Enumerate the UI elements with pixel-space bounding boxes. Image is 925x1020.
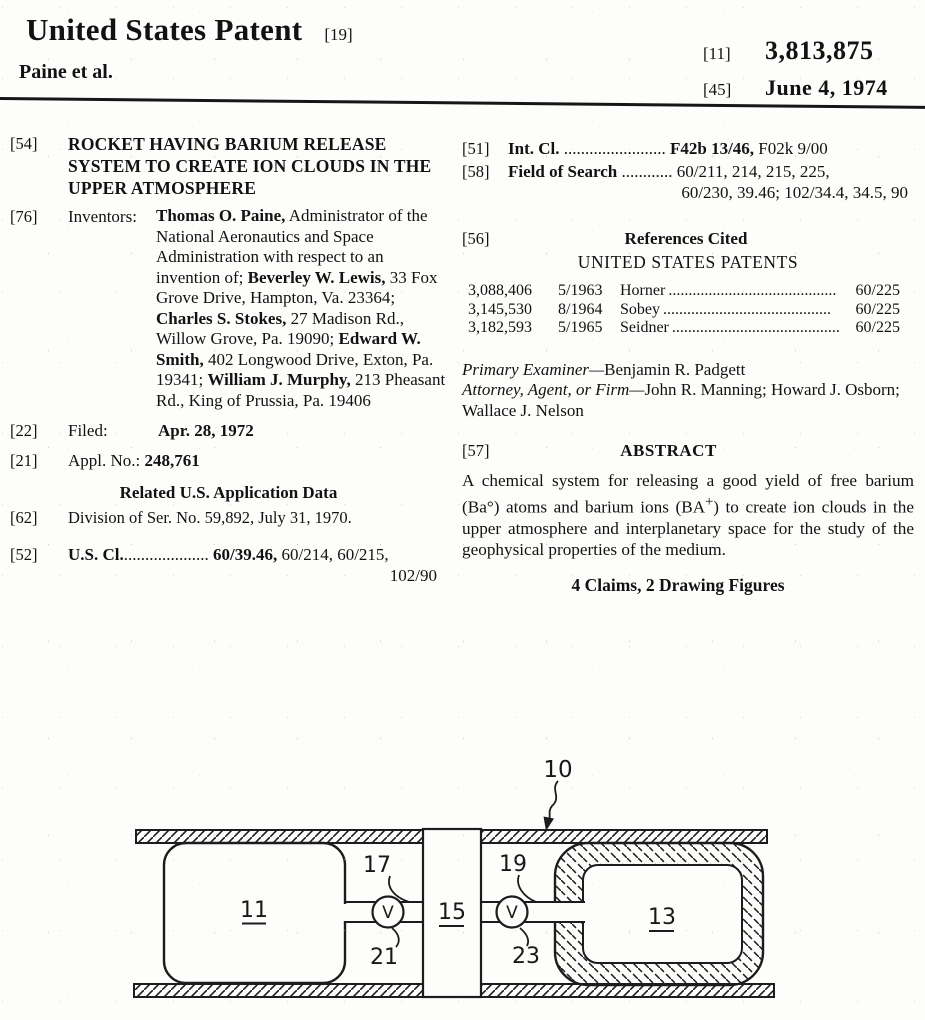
reference-row: [468, 319, 914, 338]
reference-number: 3,088,406: [468, 282, 532, 299]
right-valve-symbol: V: [506, 903, 518, 923]
reference-dot-leader: ..........................................: [671, 319, 840, 336]
kind-code: [19]: [324, 25, 353, 44]
abstract-text: [462, 470, 914, 561]
inventor-detail: Administrator of the National Aeronautics and Space Administration with respect to an invention of;: [156, 206, 428, 287]
int-class-field-code: [51]: [462, 139, 490, 158]
us-class-line1: [68, 544, 447, 565]
left-column: [10, 126, 447, 586]
label-23: 23: [512, 944, 540, 969]
division-section: [10, 507, 447, 528]
abstract-part1: A chemical system for releasing a good yield of free barium (Ba°) atoms and barium ions (BA: [462, 471, 914, 517]
related-data-heading: Related U.S. Application Data: [119, 483, 338, 502]
invention-title: [68, 133, 447, 199]
appl-label: Appl. No.:: [68, 451, 141, 470]
label-10: 10: [543, 757, 573, 783]
issue-date: June 4, 1974: [765, 75, 888, 100]
inventors-field-code: [76]: [10, 207, 38, 226]
references-field-code: [56]: [462, 229, 490, 248]
label-17: 17: [363, 853, 391, 878]
label-21: 21: [370, 945, 398, 970]
abstract-part2: ) to create ion clouds in the upper atmosphere and interplanetary space for the study of the geophysical properties of the medium.: [462, 497, 914, 560]
us-class-primary: 60/39.46,: [208, 545, 278, 564]
application-number-section: [10, 450, 447, 471]
abstract-superscript: +: [705, 493, 714, 510]
division-text: Division of Ser. No. 59,892, July 31, 1970.: [68, 508, 352, 527]
reference-number: 3,182,593: [468, 319, 532, 336]
int-class-primary: F42b 13/46,: [665, 139, 755, 158]
document-title: [26, 12, 353, 48]
reference-class: 60/225: [855, 319, 900, 336]
invention-title-line: SYSTEM TO CREATE ION CLOUDS IN THE: [68, 156, 432, 176]
reference-row: [468, 301, 914, 320]
inventor-name: Thomas O. Paine,: [156, 206, 286, 225]
left-valve: [373, 897, 404, 928]
reference-dot-leader: ..........................................: [663, 300, 831, 318]
left-tank-pipe-opening: [341, 904, 351, 921]
abstract-field-code: [57]: [462, 441, 490, 460]
reference-class: 60/225: [855, 282, 900, 299]
attorney-names: John R. Manning; Howard J. Osborn; Wallace J. Nelson: [462, 380, 900, 420]
inventor-detail: 213 Pheasant Rd., King of Prussia, Pa. 19406: [156, 370, 446, 410]
patent-number-code: [11]: [703, 44, 731, 63]
reference-patentee: Seidner: [620, 319, 669, 336]
inventors-label: Inventors:: [68, 207, 137, 226]
label-11: 11: [240, 898, 268, 923]
field-of-search-label: Field of Search: [508, 162, 618, 181]
primary-examiner-name: Benjamin R. Padgett: [604, 359, 746, 379]
examiner-block: [462, 360, 914, 422]
reference-date: 5/1963: [558, 282, 603, 299]
us-class-content: [68, 544, 447, 586]
us-class-section: [10, 544, 447, 586]
field-of-search-line1: [508, 161, 914, 182]
title-field-code: [54]: [10, 134, 38, 153]
attorney-label: Attorney, Agent, or Firm—: [462, 380, 645, 399]
int-class-secondary: F02k 9/00: [754, 139, 828, 158]
field-of-search-line2: 60/230, 39.46; 102/34.4, 34.5, 90: [681, 183, 908, 202]
us-patents-heading: UNITED STATES PATENTS: [577, 252, 799, 272]
title-section: [10, 133, 447, 199]
inventor-detail: 402 Longwood Drive, Exton, Pa. 19341;: [156, 349, 434, 389]
field-of-search-values1: 60/211, 214, 215, 225,: [676, 162, 830, 181]
reference-dot-leader: ..........................................: [668, 282, 837, 299]
inventor-name: Beverley W. Lewis,: [247, 267, 386, 287]
reference-class: 60/225: [855, 300, 900, 318]
filed-date: Apr. 28, 1972: [158, 421, 254, 440]
inventors-content: [68, 206, 450, 411]
us-class-dots: ....................: [123, 545, 209, 564]
patent-id-block: [703, 36, 888, 101]
int-class-content: [508, 138, 914, 159]
filed-content: [68, 420, 447, 441]
label-15: 15: [438, 900, 466, 925]
filed-label: Filed:: [68, 421, 108, 440]
appl-field-code: [21]: [10, 451, 38, 470]
inventor-name: William J. Murphy,: [207, 370, 351, 389]
field-of-search-content: [508, 161, 914, 203]
us-class-line2: 102/90: [389, 566, 437, 585]
reference-number: 3,145,530: [468, 300, 532, 318]
leader-10-arrow-shaft: [548, 781, 558, 823]
inventor-name: Charles S. Stokes,: [156, 308, 287, 328]
leader-10-arrowhead: [544, 817, 555, 832]
patent-number: 3,813,875: [765, 36, 874, 65]
inventor-name: Edward W. Smith,: [156, 329, 421, 369]
reference-patentee: Horner: [620, 282, 666, 299]
references-cited-section: [462, 228, 914, 249]
references-table: [462, 282, 914, 338]
inventor-detail: 27 Madison Rd., Willow Grove, Pa. 19090;: [156, 308, 404, 348]
us-class-label: U.S. Cl.: [68, 545, 124, 564]
right-tank-pipe-opening: [551, 903, 587, 921]
us-class-others: 60/214, 60/215,: [277, 545, 389, 564]
claims-summary: 4 Claims, 2 Drawing Figures: [571, 574, 785, 595]
references-cited-heading: References Cited: [624, 229, 748, 248]
int-class-dots: ........................: [559, 139, 666, 158]
int-class-section: [462, 138, 914, 159]
invention-title-line: ROCKET HAVING BARIUM RELEASE: [68, 134, 387, 154]
us-class-field-code: [52]: [10, 545, 38, 564]
filed-field-code: [22]: [10, 421, 38, 440]
inventors-text: [156, 206, 450, 411]
appl-number: 248,761: [144, 451, 200, 470]
patent-figure: [88, 738, 925, 1020]
primary-examiner-label: Primary Examiner—: [462, 359, 605, 379]
document-title-text: United States Patent: [26, 12, 303, 47]
attorney-line: [462, 380, 914, 421]
abstract-section: [462, 440, 914, 461]
field-of-search-code: [58]: [462, 162, 490, 181]
field-of-search-section: [462, 161, 914, 203]
appl-content: [68, 450, 447, 471]
left-valve-symbol: V: [382, 903, 394, 923]
primary-examiner-line: [462, 360, 914, 381]
inventor-detail: 33 Fox Grove Drive, Hampton, Va. 23364;: [156, 267, 438, 307]
label-13: 13: [648, 905, 676, 930]
int-class-label: Int. Cl.: [508, 139, 560, 158]
inventors-section: [10, 206, 447, 411]
filed-section: [10, 420, 447, 441]
reference-row: [468, 282, 914, 301]
right-column: [462, 126, 914, 596]
label-19: 19: [499, 852, 527, 877]
reference-date: 8/1964: [558, 300, 603, 318]
issue-date-code: [45]: [703, 80, 732, 99]
invention-title-line: UPPER ATMOSPHERE: [68, 178, 257, 198]
field-of-search-dots: ............: [617, 162, 677, 181]
reference-patentee: Sobey: [620, 300, 660, 318]
reference-date: 5/1965: [558, 319, 603, 336]
abstract-heading: ABSTRACT: [620, 441, 717, 460]
right-valve: [497, 897, 528, 928]
division-field-code: [62]: [10, 508, 38, 527]
applicant-name: Paine et al.: [19, 61, 113, 83]
